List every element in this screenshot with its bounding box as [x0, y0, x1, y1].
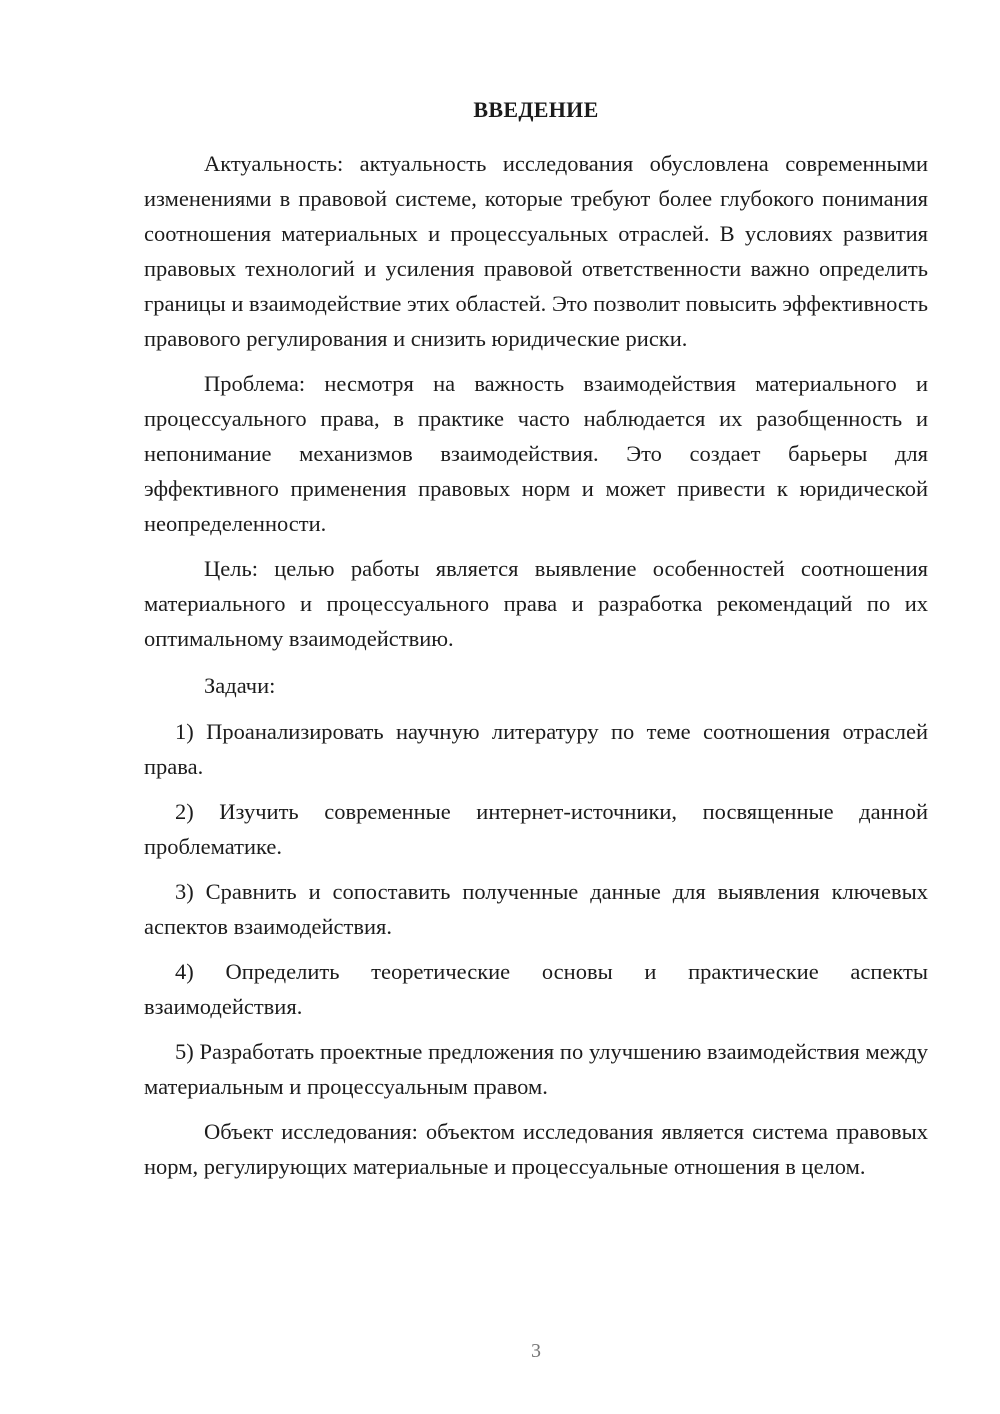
- task-item-4: 4) Определить теоретические основы и практические аспекты взаимодействия.: [144, 959, 928, 1019]
- paragraph-relevance: Актуальность: актуальность исследования обусловлена современными изменениями в правовой системе, которые требуют более глубокого понимания соотношения материальных и процессуальных отраслей. В условиях развития правовых технологий и усиления правовой ответственности важно определить границы и взаимодействие этих областей. Это позволит повысить эффективность правового регулирования и снизить юридические риски.: [144, 151, 928, 351]
- task-item-3: 3) Сравнить и сопоставить полученные данные для выявления ключевых аспектов взаимодействия.: [144, 879, 928, 939]
- page-number: 3: [531, 1340, 541, 1362]
- task-item-1: 1) Проанализировать научную литературу по теме соотношения отраслей права.: [144, 719, 928, 779]
- paragraph-object: Объект исследования: объектом исследования является система правовых норм, регулирующих материальные и процессуальные отношения в целом.: [144, 1119, 928, 1179]
- task-item-2: 2) Изучить современные интернет-источники, посвященные данной проблематике.: [144, 799, 928, 859]
- section-title: ВВЕДЕНИЕ: [473, 97, 599, 122]
- page-content: [144, 92, 928, 1194]
- task-item-5: 5) Разработать проектные предложения по улучшению взаимодействия между материальным и процессуальным правом.: [144, 1039, 928, 1099]
- tasks-heading: Задачи:: [204, 673, 276, 698]
- paragraph-goal: Цель: целью работы является выявление особенностей соотношения материального и процессуального права и разработка рекомендаций по их оптимальному взаимодействию.: [144, 556, 928, 651]
- paragraph-problem: Проблема: несмотря на важность взаимодействия материального и процессуального права, в практике часто наблюдается их разобщенность и непонимание механизмов взаимодействия. Это создает барьеры для эффективного применения правовых норм и может привести к юридической неопределенности.: [144, 371, 928, 536]
